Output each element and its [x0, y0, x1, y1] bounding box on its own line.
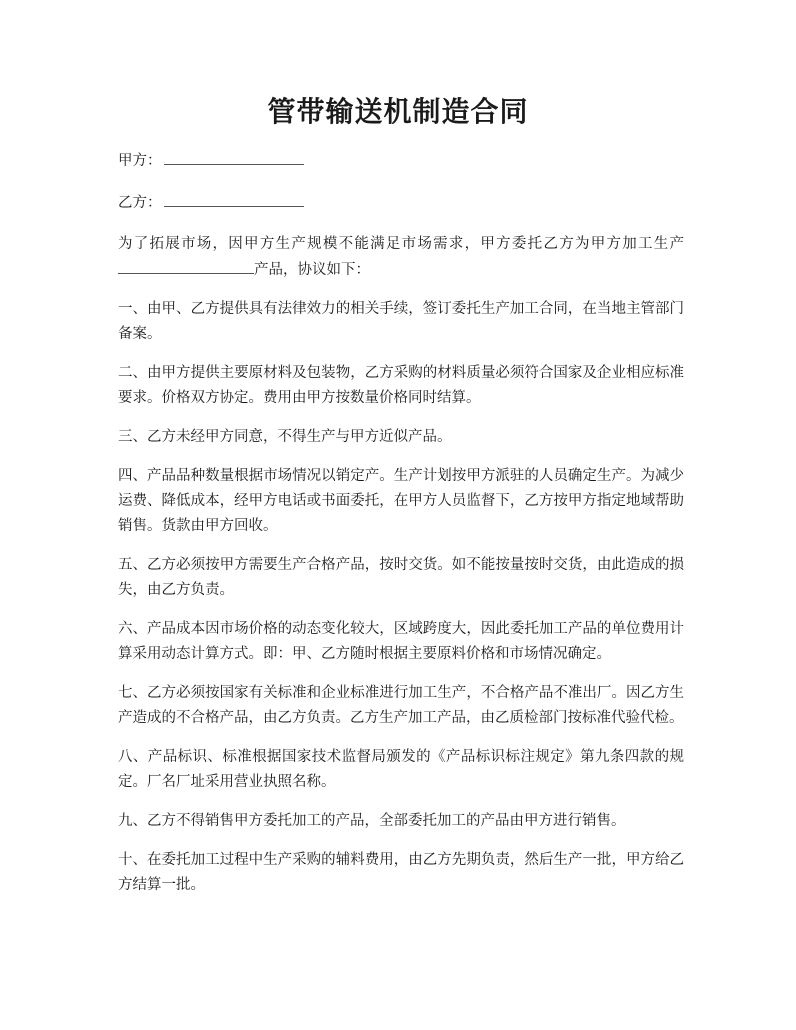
clause-1: 一、由甲、乙方提供具有法律效力的相关手续，签订委托生产加工合同，在当地主管部门备案。 — [118, 301, 684, 342]
clause-6: 六、产品成本因市场价格的动态变化较大，区域跨度大，因此委托加工产品的单位费用计算采用动态计算方式。即：甲、乙方随时根据主要原料价格和市场情况确定。 — [118, 621, 684, 662]
clause-7: 七、乙方必须按国家有关标准和企业标准进行加工生产，不合格产品不准出厂。因乙方生产造成的不合格产品，由乙方负责。乙方生产加工产品，由乙质检部门按标准代验代检。 — [118, 685, 684, 726]
document-title: 管带输送机制造合同 — [267, 95, 529, 128]
document-body — [118, 148, 684, 912]
party-b-blank — [164, 190, 304, 207]
clause-5: 五、乙方必须按甲方需要生产合格产品，按时交货。如不能按量按时交货，由此造成的损失，由乙方负责。 — [118, 557, 684, 598]
party-b-line — [118, 190, 684, 216]
clause-3: 三、乙方未经甲方同意，不得生产与甲方近似产品。 — [118, 429, 452, 445]
party-a-line — [118, 148, 684, 174]
intro-text-before: 为了拓展市场，因甲方生产规模不能满足市场需求，甲方委托乙方为甲方加工生产 — [118, 236, 684, 252]
party-a-label: 甲方： — [118, 153, 162, 169]
intro-paragraph — [118, 232, 684, 283]
clause-10: 十、在委托加工过程中生产采购的辅料费用，由乙方先期负责，然后生产一批，甲方给乙方结算一批。 — [118, 852, 684, 893]
product-name-blank — [118, 257, 254, 274]
clause-8: 八、产品标识、标准根据国家技术监督局颁发的《产品标识标注规定》第九条四款的规定。厂名厂址采用营业执照名称。 — [118, 749, 684, 790]
clause-9: 九、乙方不得销售甲方委托加工的产品，全部委托加工的产品由甲方进行销售。 — [118, 813, 626, 829]
party-b-label: 乙方： — [118, 195, 162, 211]
party-a-blank — [164, 148, 304, 165]
intro-text-after: 产品，协议如下： — [254, 262, 370, 278]
clause-4: 四、产品品种数量根据市场情况以销定产。生产计划按甲方派驻的人员确定生产。为减少运费、降低成本，经甲方电话或书面委托，在甲方人员监督下，乙方按甲方指定地域帮助销售。货款由甲方回收。 — [118, 468, 684, 534]
clause-2: 二、由甲方提供主要原材料及包装物，乙方采购的材料质量必须符合国家及企业相应标准要求。价格双方协定。费用由甲方按数量价格同时结算。 — [118, 365, 684, 406]
